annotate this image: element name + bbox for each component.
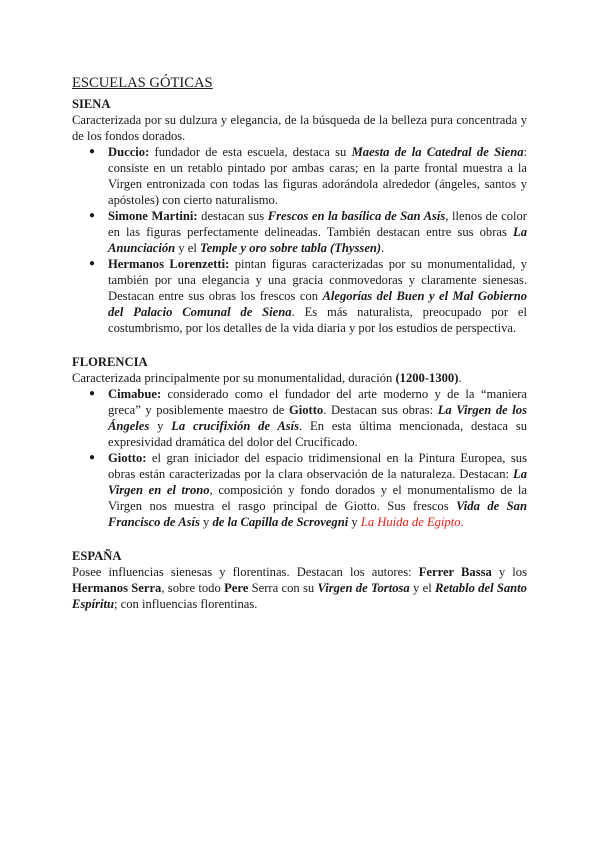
text-run: Hermanos Serra bbox=[72, 581, 162, 595]
text-run: de la Capilla de Scrovegni bbox=[212, 515, 349, 529]
section-intro bbox=[72, 370, 527, 386]
bullet-icon: ● bbox=[89, 388, 96, 399]
text-run: Alegorías del Buen y el Mal Gobierno del Palacio Comunal de Siena bbox=[108, 289, 527, 319]
text-run: Simone Martini: bbox=[108, 209, 198, 223]
text-run: . bbox=[381, 241, 385, 255]
section-heading: SIENA bbox=[72, 97, 111, 111]
text-run: Serra con su bbox=[248, 581, 318, 595]
section-heading: ESPAÑA bbox=[72, 549, 122, 563]
text-run: pintan figuras caracterizadas por su monumentalidad, y también por una elegancia y una gracia conmovedoras y claramente sienesas. Destacan entre sus obras los frescos con bbox=[108, 257, 528, 303]
section-gap bbox=[72, 530, 527, 548]
text-run: Posee influencias sienesas y florentinas. Destacan los autores: bbox=[72, 565, 419, 579]
bullet-icon: ● bbox=[89, 452, 96, 463]
text-run: (1200-1300) bbox=[395, 371, 459, 385]
text-run: . En esta última mencionada, destaca su expresividad dramática del dolor del Crucificado. bbox=[108, 419, 528, 449]
list-item-lorenzetti bbox=[89, 256, 528, 336]
text-run: fundador de esta escuela, destaca su bbox=[149, 145, 352, 159]
text-run: considerado como el fundador del arte moderno y de la “maniera greca” y posiblemente maestro de bbox=[108, 387, 527, 417]
text-run: Maesta de la Catedral de Siena bbox=[351, 145, 524, 159]
section-gap bbox=[72, 336, 527, 354]
text-run: , llenos de color en las figuras perfectamente delineadas. También destacan entre sus obras bbox=[108, 209, 527, 239]
section-heading: FLORENCIA bbox=[72, 355, 148, 369]
text-run: el gran iniciador del espacio tridimensional en la Pintura Europea, sus obras están caracterizadas por la clara observación de la naturaleza. Destacan: bbox=[108, 451, 527, 481]
text-run: Giotto: bbox=[108, 451, 147, 465]
artist-list bbox=[72, 144, 527, 336]
text-run: . Es más naturalista, preocupado por el costumbrismo, por los detalles de la vida diaria y por los estudios de perspectiva. bbox=[108, 305, 527, 335]
section-florencia bbox=[72, 354, 527, 530]
text-run: ; con influencias florentinas. bbox=[114, 597, 258, 611]
text-run: Caracterizada principalmente por su monumentalidad, duración bbox=[72, 371, 396, 385]
artist-list bbox=[72, 386, 527, 530]
text-run: Duccio: bbox=[108, 145, 150, 159]
text-run: Giotto bbox=[288, 403, 324, 417]
text-run: : consiste en un retablo pintado por ambas caras; en la parte frontal muestra a la Virgen entronizada con todas las figuras adorándola alrededor (ángeles, santos y apóstoles) con cierto naturalismo. bbox=[108, 145, 527, 207]
bullet-icon: ● bbox=[89, 146, 96, 157]
text-run: La Huida de Egipto bbox=[360, 515, 461, 529]
list-item-duccio bbox=[89, 144, 527, 208]
text-run: Cimabue: bbox=[108, 387, 162, 401]
text-run: Hermanos Lorenzetti: bbox=[108, 257, 230, 271]
text-run: y bbox=[149, 419, 172, 433]
section-intro bbox=[72, 564, 527, 612]
text-run: y los bbox=[491, 565, 528, 579]
text-run: Temple y oro sobre tabla (Thyssen) bbox=[200, 241, 382, 255]
text-run: . Destacan sus obras: bbox=[323, 403, 438, 417]
text-run: La Anunciación bbox=[108, 225, 527, 255]
text-run: La crucifixión de Asís bbox=[171, 419, 300, 433]
bullet-icon: ● bbox=[89, 210, 96, 221]
section-espana bbox=[72, 548, 527, 612]
text-run: , sobre todo bbox=[161, 581, 225, 595]
text-run: destacan sus bbox=[197, 209, 268, 223]
document-title: ESCUELAS GÓTICAS bbox=[72, 75, 213, 91]
text-run: y el bbox=[175, 241, 201, 255]
text-run: La Virgen de los Ángeles bbox=[108, 403, 527, 433]
text-run: y el bbox=[409, 581, 435, 595]
text-run: y bbox=[199, 515, 213, 529]
section-siena bbox=[72, 96, 527, 336]
text-run: Retablo del Santo Espíritu bbox=[72, 581, 527, 611]
list-item-giotto bbox=[89, 450, 528, 530]
document-body bbox=[72, 74, 527, 612]
text-run: Vida de San Francisco de Asís bbox=[108, 499, 527, 529]
text-run: . bbox=[460, 515, 464, 529]
text-run: y bbox=[348, 515, 361, 529]
text-run: Pere bbox=[224, 581, 249, 595]
list-item-cimabue bbox=[89, 386, 528, 450]
bullet-icon: ● bbox=[89, 258, 96, 269]
text-run: Frescos en la basílica de San Asís bbox=[267, 209, 446, 223]
section-intro bbox=[72, 112, 527, 144]
text-run: La Virgen en el trono bbox=[108, 467, 527, 497]
text-run: Caracterizada por su dulzura y elegancia, de la búsqueda de la belleza pura concentrada y de los fondos dorados. bbox=[72, 113, 527, 143]
list-item-simone-martini bbox=[89, 208, 527, 256]
text-run: . bbox=[458, 371, 462, 385]
text-run: Virgen de Tortosa bbox=[317, 581, 410, 595]
text-run: , composición y fondo dorados y el monumentalismo de la Virgen nos muestra el rasgo principal de Giotto. Sus frescos bbox=[108, 483, 528, 513]
text-run: Ferrer Bassa bbox=[418, 565, 492, 579]
